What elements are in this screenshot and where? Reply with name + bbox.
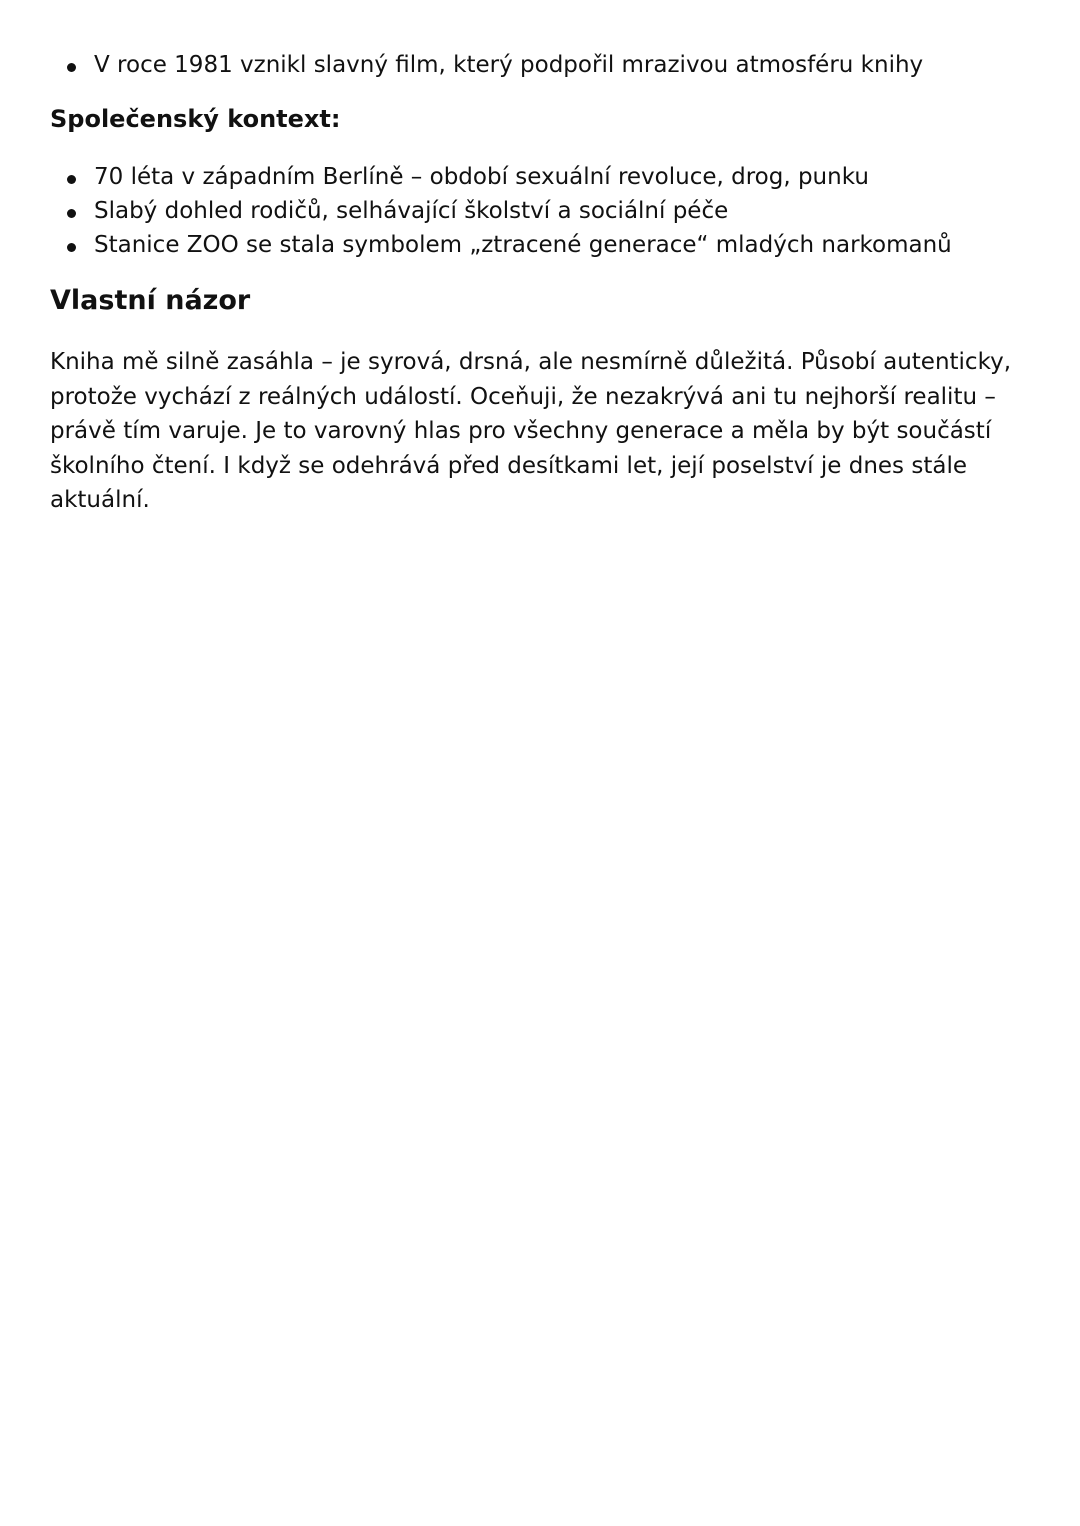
- social-context-heading: Společenský kontext:: [50, 105, 341, 133]
- list-item: [50, 228, 1030, 262]
- list-item-text: Slabý dohled rodičů, selhávající školství a sociální péče: [94, 198, 729, 224]
- own-opinion-paragraph: Kniha mě silně zasáhla – je syrová, drsná, ale nesmírně důležitá. Působí autenticky, protože vychází z reálných událostí. Oceňuji, že nezakrývá ani tu nejhorší realitu – právě tím varuje. Je to varovný hlas pro všechny generace a měla by být součástí školního čtení. I když se odehrává před desítkami let, její poselství je dnes stále aktuální.: [50, 349, 1012, 513]
- film-list: [50, 48, 1030, 82]
- bullet-icon: [67, 209, 76, 218]
- social-context-list: [50, 160, 1030, 262]
- bullet-icon: [67, 175, 76, 184]
- bullet-icon: [67, 63, 76, 72]
- list-item-text: V roce 1981 vznikl slavný film, který podpořil mrazivou atmosféru knihy: [94, 52, 924, 78]
- list-item: [50, 194, 1030, 228]
- list-item: [50, 160, 1030, 194]
- list-item-text: 70 léta v západním Berlíně – období sexuální revoluce, drog, punku: [94, 164, 869, 190]
- own-opinion-heading: Vlastní názor: [50, 285, 251, 316]
- list-item: [50, 48, 1030, 82]
- bullet-icon: [67, 243, 76, 252]
- list-item-text: Stanice ZOO se stala symbolem „ztracené generace“ mladých narkomanů: [94, 232, 952, 258]
